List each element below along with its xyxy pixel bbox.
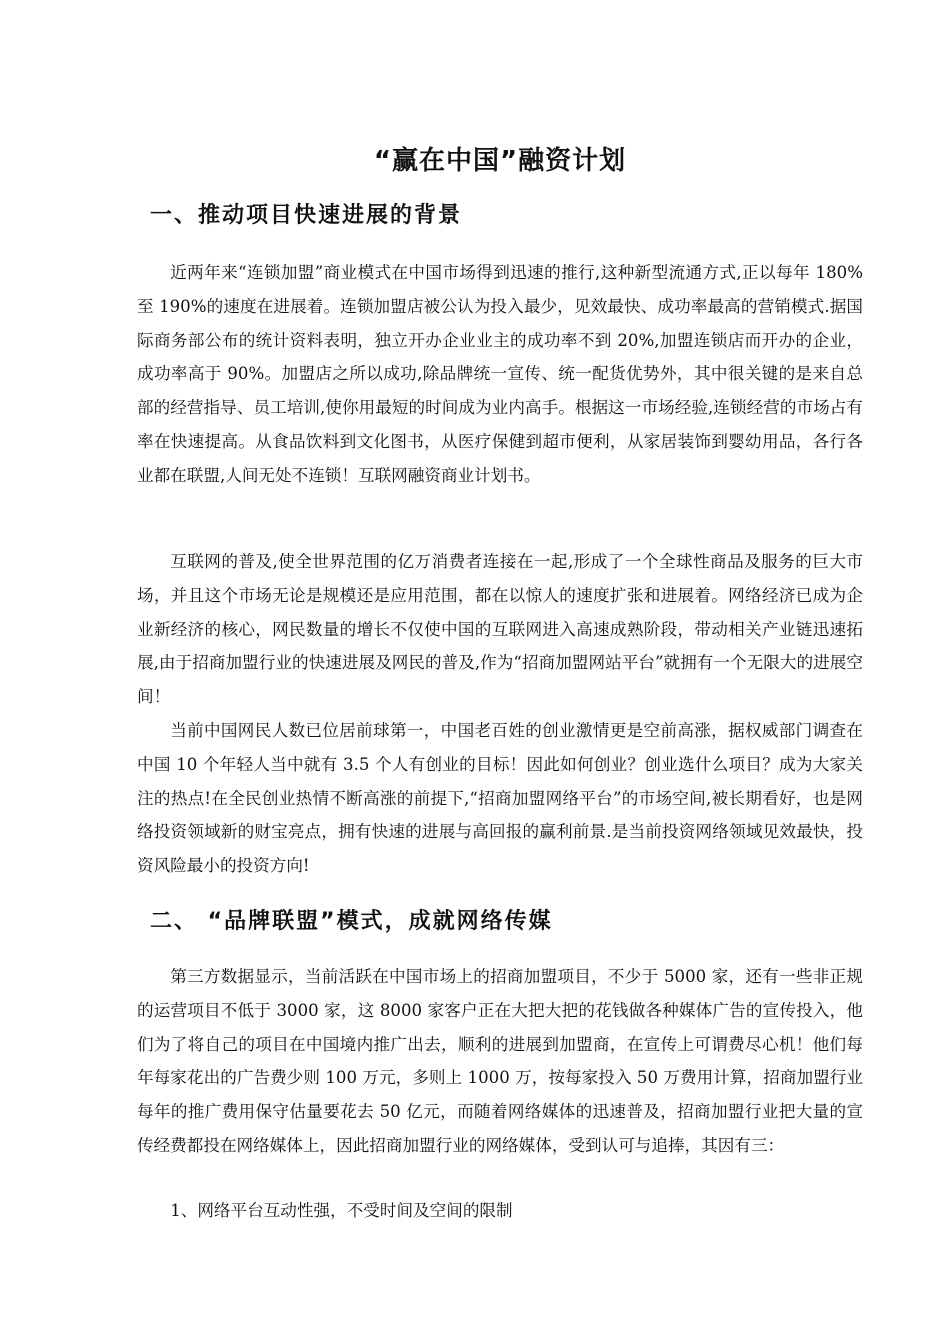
section-1-paragraph-1: 近两年来“连锁加盟”商业模式在中国市场得到迅速的推行,这种新型流通方式,正以每年 180%至 190%的速度在进展着。连锁加盟店被公认为投入最少，见效最快、成功率最高的营销模式.据国际商务部公布的统计资料表明，独立开办企业业主的成功率不到 20%,加盟连锁店而开办的企业，成功率高于 90%。加盟店之所以成功,除品牌统一宣传、统一配货优势外，其中很关键的是来自总部的经营指导、员工培训,使你用最短的时间成为业内高手。根据这一市场经验,连锁经营的市场占有率在快速提高。从食品饮料到文化图书，从医疗保健到超市便利，从家居装饰到婴幼用品，各行各业都在联盟,人间无处不连锁！互联网融资商业计划书。	[137, 263, 863, 485]
section-1-heading: 一、推动项目快速进展的背景	[150, 203, 463, 228]
section-1-paragraph-3: 当前中国网民人数已位居前球第一，中国老百姓的创业激情更是空前高涨，据权威部门调查在中国 10 个年轻人当中就有 3.5 个人有创业的目标！因此如何创业？创业选什么项目？成为大家关注的热点!在全民创业热情不断高涨的前提下,“招商加盟网络平台”的市场空间,被长期看好，也是网络投资领域新的财宝亮点，拥有快速的进展与高回报的赢利前景.是当前投资网络领域见效最快，投资风险最小的投资方向!	[137, 721, 863, 876]
section-2-paragraph-1: 第三方数据显示，当前活跃在中国市场上的招商加盟项目，不少于 5000 家，还有一些非正规的运营项目不低于 3000 家，这 8000 家客户正在大把大把的花钱做各种媒体广告的宣传投入，他们为了将自己的项目在中国境内推广出去，顺利的进展到加盟商，在宣传上可谓费尽心机！他们每年每家花出的广告费少则 100 万元，多则上 1000 万，按每家投入 50 万费用计算，招商加盟行业每年的推广费用保守估量要花去 50 亿元，而随着网络媒体的迅速普及，招商加盟行业把大量的宣传经费都投在网络媒体上，因此招商加盟行业的网络媒体，受到认可与追捧，其因有三：	[137, 967, 863, 1155]
document-title: “赢在中国”融资计划	[373, 146, 627, 176]
section-2-heading: 二、 “品牌联盟”模式，成就网络传媒	[150, 909, 553, 934]
section-2-list-item-1: 1、网络平台互动性强，不受时间及空间的限制	[170, 1201, 513, 1220]
section-1-paragraph-2: 互联网的普及,使全世界范围的亿万消费者连接在一起,形成了一个全球性商品及服务的巨大市场，并且这个市场无论是规模还是应用范围，都在以惊人的速度扩张和进展着。网络经济已成为企业新经济的核心，网民数量的增长不仅使中国的互联网进入高速成熟阶段，带动相关产业链迅速拓展,由于招商加盟行业的快速进展及网民的普及,作为“招商加盟网站平台”就拥有一个无限大的进展空间！	[137, 552, 863, 707]
